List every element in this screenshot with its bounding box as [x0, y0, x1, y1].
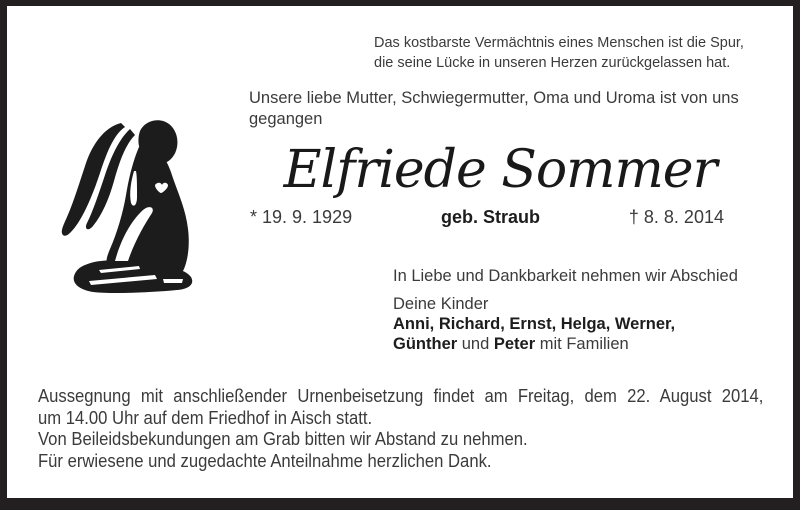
- deceased-name: Elfriede Sommer: [283, 140, 717, 200]
- children-names-line-1: Anni, Richard, Ernst, Helga, Werner,: [393, 315, 676, 333]
- funeral-announcement: [38, 385, 763, 472]
- children-names-tail: mit Familien: [535, 335, 629, 353]
- intro-text: [249, 88, 739, 130]
- death-date: † 8. 8. 2014: [628, 207, 724, 227]
- farewell-section: [393, 266, 738, 354]
- intro-line-2: gegangen: [249, 110, 323, 128]
- epigraph-line-1: Das kostbarste Vermächtnis eines Menschen ist die Spur,: [374, 35, 744, 51]
- mourning-angel-icon: [55, 113, 205, 297]
- announcement-line-1: Aussegnung mit anschließender Urnenbeisetzung findet am Freitag, dem 22. August 2014,: [38, 385, 764, 406]
- intro-line-1: Unsere liebe Mutter, Schwiegermutter, Oma und Uroma ist von uns: [249, 89, 739, 107]
- life-dates-row: [250, 207, 724, 228]
- maiden-name: geb. Straub: [440, 207, 540, 227]
- epigraph-line-2: die seine Lücke in unseren Herzen zurückgelassen hat.: [374, 55, 731, 71]
- announcement-line-4: Für erwiesene und zugedachte Anteilnahme herzlichen Dank.: [38, 450, 492, 472]
- child-name-peter: Peter: [493, 335, 536, 353]
- announcement-line-3: Von Beileidsbekundungen am Grab bitten wir Abstand zu nehmen.: [38, 428, 528, 450]
- announcement-line-2: um 14.00 Uhr auf dem Friedhof in Aisch statt.: [38, 406, 373, 428]
- farewell-text: In Liebe und Dankbarkeit nehmen wir Abschied: [393, 267, 738, 285]
- children-names-connector: und: [457, 335, 494, 353]
- epigraph: [374, 33, 744, 73]
- children-names-line-2: [393, 334, 738, 354]
- birth-date: * 19. 9. 1929: [250, 207, 353, 227]
- children-label: Deine Kinder: [393, 295, 489, 313]
- mourning-angel-illustration: [55, 113, 205, 297]
- child-name-guenther: Günther: [393, 335, 458, 353]
